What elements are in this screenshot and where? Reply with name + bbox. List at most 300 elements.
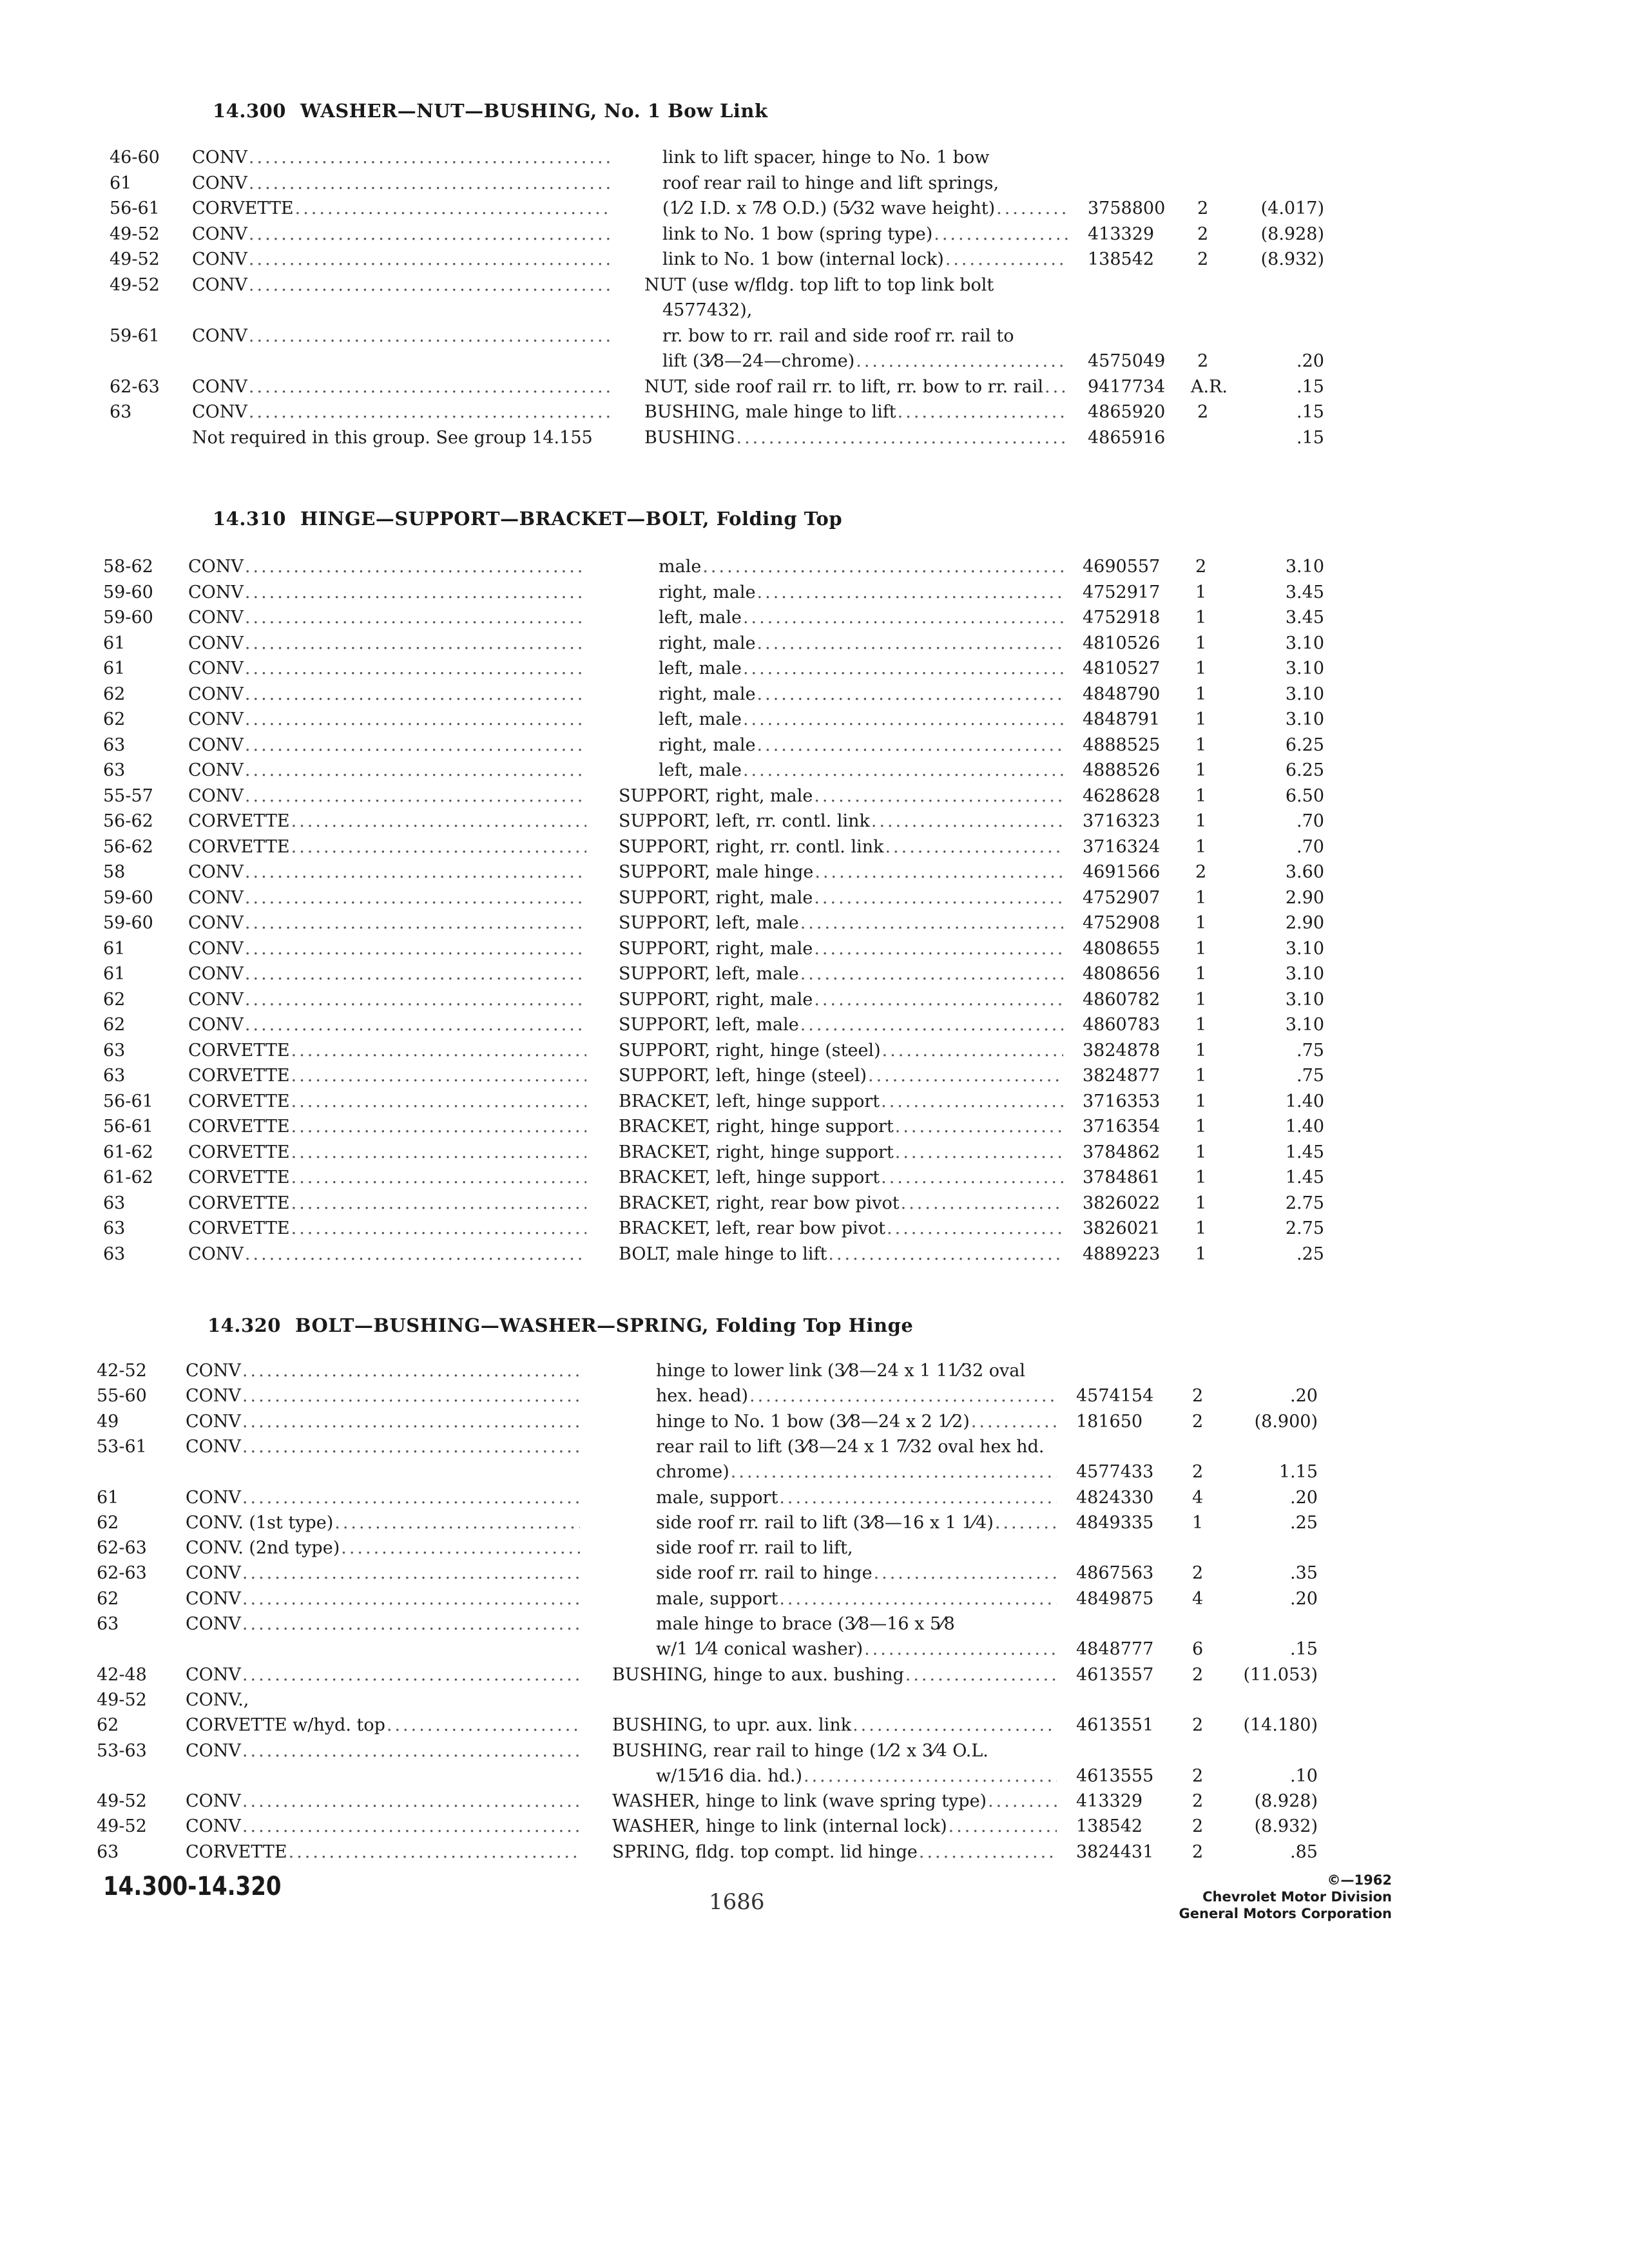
price: 3.10: [1285, 684, 1324, 704]
quantity: 2: [1192, 1563, 1204, 1584]
corporation: General Motors Corporation: [1179, 1906, 1392, 1921]
table-row: [0, 1763, 1629, 1789]
part-number: 4849875: [1076, 1588, 1154, 1609]
quantity: 2: [1195, 862, 1207, 882]
quantity: 1: [1195, 760, 1207, 780]
table-row: [0, 145, 1629, 171]
part-description: right, male .....: [659, 733, 1063, 758]
model-years: 58: [103, 862, 126, 882]
part-description: BRACKET, left, hinge support .....: [619, 1089, 1063, 1115]
model-years: 59-60: [103, 887, 153, 908]
part-description: left, male .....: [659, 707, 1063, 733]
part-number: 4848791: [1083, 709, 1161, 729]
quantity: 1: [1195, 709, 1207, 729]
price: .20: [1290, 1487, 1318, 1508]
part-description: link to No. 1 bow (internal lock) .....: [662, 247, 1068, 273]
part-description: NUT (use w/fldg. top lift to top link bolt: [644, 274, 994, 295]
model: [192, 349, 612, 374]
model-years: 49: [97, 1411, 119, 1432]
part-description: w/1 1⁄4 conical washer) .....: [656, 1637, 1057, 1662]
model-years: 62: [97, 1715, 119, 1736]
table-row: [0, 298, 1629, 323]
table-row: [0, 1038, 1629, 1064]
model: CONV .....: [188, 554, 586, 580]
quantity: A.R.: [1191, 376, 1228, 397]
part-number: 3784861: [1083, 1168, 1161, 1187]
table-row: [0, 1383, 1629, 1409]
model-years: 58-62: [103, 557, 153, 577]
part-number: 3824878: [1083, 1040, 1161, 1061]
model-years: 63: [103, 1040, 126, 1061]
part-number: 3824431: [1076, 1841, 1154, 1862]
model-years: 62-63: [110, 376, 160, 397]
table-row: [0, 247, 1629, 273]
part-number: 4860783: [1083, 1015, 1161, 1035]
model: CONV. (2nd type) .....: [186, 1535, 580, 1561]
section-heading: HINGE—SUPPORT—BRACKET—BOLT, Folding Top: [300, 508, 843, 530]
price: 3.10: [1285, 964, 1324, 984]
model: CONV .....: [186, 1409, 580, 1435]
model: CONV .....: [188, 885, 586, 911]
model: CONV .....: [192, 222, 612, 247]
part-number: 4752908: [1083, 913, 1161, 933]
model-years: 63: [103, 735, 126, 755]
part-description: male .....: [659, 554, 1063, 580]
price: 3.60: [1285, 862, 1324, 882]
part-description: WASHER, hinge to link (internal lock) .....: [612, 1814, 1057, 1840]
model: CONV .....: [186, 1358, 580, 1384]
part-description: (1⁄2 I.D. x 7⁄8 O.D.) (5⁄32 wave height) .....: [662, 196, 1068, 222]
price: (8.928): [1254, 1791, 1318, 1812]
model: CONV .....: [188, 631, 586, 657]
price: .20: [1290, 1386, 1318, 1407]
part-description: side roof rr. rail to hinge .....: [656, 1561, 1057, 1586]
price: (8.900): [1254, 1411, 1318, 1432]
quantity: 4: [1192, 1588, 1204, 1609]
part-description: BRACKET, right, hinge support .....: [619, 1114, 1063, 1140]
model-years: 59-60: [103, 582, 153, 602]
table-row: [0, 1789, 1629, 1814]
quantity: 2: [1197, 351, 1209, 371]
part-description: BUSHING, male hinge to lift .....: [644, 399, 1068, 425]
model: CONV .....: [186, 1485, 580, 1511]
part-description: SUPPORT, right, hinge (steel) .....: [619, 1038, 1063, 1064]
part-number: 3716324: [1083, 836, 1161, 857]
table-row: [0, 1510, 1629, 1536]
price: 1.45: [1285, 1142, 1324, 1162]
price: 3.10: [1285, 709, 1324, 729]
model-years: 46-60: [110, 148, 160, 168]
part-number: 4888526: [1083, 760, 1161, 780]
model-years: 42-48: [97, 1664, 147, 1685]
model-years: 61: [103, 964, 126, 984]
part-description: male, support .....: [656, 1586, 1057, 1612]
quantity: 1: [1195, 913, 1207, 933]
part-number: 3716323: [1083, 811, 1161, 831]
part-description: male hinge to brace (3⁄8—16 x 5⁄8: [656, 1614, 955, 1634]
table-row: [0, 987, 1629, 1013]
model-years: 63: [103, 1218, 126, 1238]
model-years: 63: [103, 760, 126, 780]
price: 3.10: [1285, 938, 1324, 959]
quantity: 1: [1195, 684, 1207, 704]
table-row: [0, 554, 1629, 580]
quantity: 1: [1195, 1244, 1207, 1264]
table-row: [0, 425, 1629, 451]
part-description: link to lift spacer, hinge to No. 1 bow: [662, 148, 990, 168]
part-description: BOLT, male hinge to lift .....: [619, 1242, 1063, 1267]
section-number: 14.310: [213, 508, 286, 530]
part-description: SUPPORT, left, rr. contl. link .....: [619, 809, 1063, 834]
part-description: SUPPORT, left, male .....: [619, 1012, 1063, 1038]
table-row: [0, 374, 1629, 400]
part-description: lift (3⁄8—24—chrome) .....: [662, 349, 1068, 374]
table-row: [0, 910, 1629, 936]
part-description: SUPPORT, right, male .....: [619, 987, 1063, 1013]
part-number: 4690557: [1083, 557, 1161, 577]
part-description: BRACKET, left, rear bow pivot .....: [619, 1216, 1063, 1242]
part-number: 4808655: [1083, 938, 1161, 959]
model-years: 53-61: [97, 1436, 147, 1457]
model: CONV .....: [188, 987, 586, 1013]
model: [192, 298, 612, 323]
model: CONV.,: [186, 1689, 249, 1710]
part-number: 4848790: [1083, 684, 1161, 704]
model-years: 56-61: [110, 198, 160, 218]
quantity: 1: [1192, 1512, 1204, 1533]
part-description: BRACKET, left, hinge support .....: [619, 1165, 1063, 1191]
quantity: 1: [1195, 836, 1207, 857]
table-row: [0, 1687, 1629, 1713]
part-description: left, male .....: [659, 656, 1063, 682]
table-row: [0, 1485, 1629, 1511]
model-years: 49-52: [110, 274, 160, 295]
section-number: 14.320: [207, 1314, 281, 1336]
part-number: 138542: [1076, 1816, 1143, 1837]
quantity: 2: [1197, 249, 1209, 269]
model-years: 49-52: [97, 1689, 147, 1710]
quantity: 1: [1195, 633, 1207, 653]
part-number: 4824330: [1076, 1487, 1154, 1508]
model: CORVETTE .....: [188, 1063, 586, 1089]
section-title: [213, 508, 842, 530]
price: 3.10: [1285, 658, 1324, 678]
table-row: [0, 1140, 1629, 1166]
model: CONV .....: [188, 733, 586, 758]
price: .85: [1290, 1841, 1318, 1862]
table-row: [0, 1840, 1629, 1865]
price: 1.15: [1278, 1462, 1318, 1483]
quantity: 1: [1195, 785, 1207, 806]
model-years: 59-60: [103, 913, 153, 933]
part-description: chrome) .....: [656, 1459, 1057, 1485]
part-description: BUSHING .....: [644, 425, 1068, 451]
part-description: BRACKET, right, rear bow pivot .....: [619, 1191, 1063, 1216]
part-description: BUSHING, to upr. aux. link .....: [612, 1713, 1057, 1738]
part-number: 4808656: [1083, 964, 1161, 984]
model: CORVETTE w/hyd. top .....: [186, 1713, 580, 1738]
model: CORVETTE .....: [188, 1216, 586, 1242]
price: 2.90: [1285, 887, 1324, 908]
model-years: 61-62: [103, 1142, 153, 1162]
part-number: 4865916: [1088, 427, 1166, 448]
model-years: 56-62: [103, 836, 153, 857]
part-description: right, male .....: [659, 631, 1063, 657]
price: .75: [1296, 1066, 1324, 1086]
quantity: 1: [1195, 1066, 1207, 1086]
price: (8.928): [1260, 224, 1324, 244]
model: CONV. (1st type) .....: [186, 1510, 580, 1536]
price: .25: [1290, 1512, 1318, 1533]
division: Chevrolet Motor Division: [1202, 1889, 1392, 1905]
model: CONV .....: [188, 1012, 586, 1038]
section-number: 14.300: [213, 100, 286, 122]
table-row: [0, 273, 1629, 298]
table-row: [0, 1165, 1629, 1191]
publisher-block: [1095, 1872, 1392, 1922]
section-heading: WASHER—NUT—BUSHING, No. 1 Bow Link: [300, 100, 768, 122]
part-number: 4613551: [1076, 1715, 1154, 1736]
model: CONV .....: [186, 1789, 580, 1814]
model-years: 62-63: [97, 1538, 147, 1559]
table-row: [0, 1738, 1629, 1764]
model-years: 61: [103, 658, 126, 678]
part-number: 3826022: [1083, 1193, 1161, 1213]
part-description: rear rail to lift (3⁄8—24 x 1 7⁄32 oval hex hd.: [656, 1436, 1045, 1457]
part-description: SPRING, fldg. top compt. lid hinge .....: [612, 1840, 1057, 1865]
model: CORVETTE .....: [186, 1840, 580, 1865]
model: CONV .....: [188, 682, 586, 707]
quantity: 2: [1192, 1765, 1204, 1786]
model: CONV .....: [186, 1434, 580, 1460]
part-description: side roof rr. rail to lift (3⁄8—16 x 1 1⁄4) .....: [656, 1510, 1057, 1536]
quantity: 1: [1195, 989, 1207, 1010]
model-years: 62: [103, 709, 126, 729]
table-row: [0, 1409, 1629, 1435]
part-number: 4810527: [1083, 658, 1161, 678]
table-row: [0, 605, 1629, 631]
part-description: roof rear rail to hinge and lift springs,: [662, 173, 999, 193]
quantity: 1: [1195, 1142, 1207, 1162]
model-years: 63: [110, 402, 132, 422]
part-number: 4889223: [1083, 1244, 1161, 1264]
model-years: 59-61: [110, 325, 160, 346]
model-years: 63: [97, 1841, 119, 1862]
part-number: 4752917: [1083, 582, 1161, 602]
price: 6.25: [1285, 735, 1324, 755]
model: CONV .....: [188, 656, 586, 682]
model: CORVETTE .....: [188, 1038, 586, 1064]
table-row: [0, 1012, 1629, 1038]
table-row: [0, 1089, 1629, 1115]
part-description: SUPPORT, left, hinge (steel) .....: [619, 1063, 1063, 1089]
model: CONV .....: [192, 145, 612, 171]
price: 3.45: [1285, 582, 1324, 602]
model-years: 53-63: [97, 1740, 147, 1761]
quantity: 1: [1195, 964, 1207, 984]
model-years: 62-63: [97, 1563, 147, 1584]
quantity: 1: [1195, 1117, 1207, 1137]
part-number: 3784862: [1083, 1142, 1161, 1162]
part-number: 4848777: [1076, 1639, 1154, 1660]
quantity: 6: [1192, 1639, 1204, 1660]
part-number: 181650: [1076, 1411, 1143, 1432]
quantity: 2: [1197, 224, 1209, 244]
price: 1.40: [1285, 1091, 1324, 1111]
price: 2.90: [1285, 913, 1324, 933]
model-years: 61: [103, 938, 126, 959]
part-description: rr. bow to rr. rail and side roof rr. rail to: [662, 325, 1014, 346]
model-years: 56-61: [103, 1091, 153, 1111]
quantity: 1: [1195, 608, 1207, 628]
quantity: 2: [1197, 198, 1209, 218]
table-row: [0, 349, 1629, 374]
price: 1.40: [1285, 1117, 1324, 1137]
model-years: 61: [97, 1487, 119, 1508]
model: CONV .....: [186, 1662, 580, 1688]
price: 3.10: [1285, 989, 1324, 1010]
part-description: left, male .....: [659, 605, 1063, 631]
part-number: 4849335: [1076, 1512, 1154, 1533]
table-row: [0, 1063, 1629, 1089]
table-row: [0, 961, 1629, 987]
part-description: link to No. 1 bow (spring type) .....: [662, 222, 1068, 247]
quantity: 2: [1192, 1462, 1204, 1483]
model: CORVETTE .....: [188, 834, 586, 860]
quantity: 2: [1195, 557, 1207, 577]
part-number: 4628628: [1083, 785, 1161, 806]
model: CONV .....: [188, 783, 586, 809]
model-years: 63: [103, 1066, 126, 1086]
model-years: 49-52: [110, 249, 160, 269]
quantity: 1: [1195, 1218, 1207, 1238]
price: 6.25: [1285, 760, 1324, 780]
part-description: SUPPORT, left, male .....: [619, 961, 1063, 987]
quantity: 1: [1195, 658, 1207, 678]
model: CONV .....: [192, 374, 612, 400]
model-years: 49-52: [110, 224, 160, 244]
table-row: [0, 707, 1629, 733]
part-number: 4574154: [1076, 1386, 1154, 1407]
quantity: 1: [1195, 1091, 1207, 1111]
model: CONV .....: [192, 399, 612, 425]
model-years: 56-62: [103, 811, 153, 831]
price: (11.053): [1243, 1664, 1318, 1685]
model: CONV .....: [188, 961, 586, 987]
table-row: [0, 860, 1629, 885]
quantity: 2: [1192, 1816, 1204, 1837]
price: 2.75: [1285, 1218, 1324, 1238]
table-row: [0, 682, 1629, 707]
part-description: SUPPORT, male hinge .....: [619, 860, 1063, 885]
model-years: 62: [103, 989, 126, 1010]
model-years: 62: [97, 1588, 119, 1609]
part-description: hinge to lower link (3⁄8—24 x 1 11⁄32 oval: [656, 1361, 1025, 1381]
table-row: [0, 1191, 1629, 1216]
part-description: hinge to No. 1 bow (3⁄8—24 x 2 1⁄2) .....: [656, 1409, 1057, 1435]
part-number: 4613557: [1076, 1664, 1154, 1685]
price: .25: [1296, 1244, 1324, 1264]
part-number: 4691566: [1083, 862, 1161, 882]
model: CORVETTE .....: [188, 1165, 586, 1191]
model-years: 42-52: [97, 1361, 147, 1381]
model-years: 63: [97, 1614, 119, 1634]
model: CONV .....: [192, 247, 612, 273]
group-range: 14.300-14.320: [103, 1872, 282, 1901]
part-description: NUT, side roof rail rr. to lift, rr. bow to rr. rail .....: [644, 374, 1068, 400]
part-description: w/15⁄16 dia. hd.) .....: [656, 1763, 1057, 1789]
part-description: SUPPORT, right, male .....: [619, 885, 1063, 911]
model: CONV .....: [192, 171, 612, 197]
table-row: [0, 1586, 1629, 1612]
model: CONV .....: [188, 936, 586, 962]
part-number: 413329: [1076, 1791, 1143, 1812]
part-number: 4752907: [1083, 887, 1161, 908]
model: CONV .....: [188, 910, 586, 936]
model: CONV .....: [188, 758, 586, 783]
quantity: 1: [1195, 582, 1207, 602]
table-row: [0, 1637, 1629, 1662]
part-number: 4867563: [1076, 1563, 1154, 1584]
table-row: [0, 1216, 1629, 1242]
table-row: [0, 885, 1629, 911]
model: CONV .....: [192, 273, 612, 298]
model: [186, 1459, 580, 1485]
part-description: male, support .....: [656, 1485, 1057, 1511]
price: (4.017): [1260, 198, 1324, 218]
model-years: 61: [103, 633, 126, 653]
part-number: 3716354: [1083, 1117, 1161, 1137]
page-number: 1686: [709, 1889, 765, 1915]
quantity: 1: [1195, 735, 1207, 755]
table-row: [0, 1434, 1629, 1460]
model: CONV .....: [192, 323, 612, 349]
table-row: [0, 1611, 1629, 1637]
model: CONV .....: [186, 1611, 580, 1637]
price: .10: [1290, 1765, 1318, 1786]
table-row: [0, 399, 1629, 425]
quantity: 1: [1195, 938, 1207, 959]
price: .35: [1290, 1563, 1318, 1584]
model-years: 49-52: [97, 1816, 147, 1837]
model: CORVETTE .....: [188, 1089, 586, 1115]
quantity: 2: [1192, 1411, 1204, 1432]
model: CONV .....: [188, 707, 586, 733]
price: .70: [1296, 836, 1324, 857]
price: (8.932): [1260, 249, 1324, 269]
price: 6.50: [1285, 785, 1324, 806]
section-title: [207, 1314, 913, 1336]
part-number: 4577433: [1076, 1462, 1154, 1483]
price: .70: [1296, 811, 1324, 831]
quantity: 2: [1192, 1386, 1204, 1407]
price: .15: [1296, 402, 1324, 422]
quantity: 1: [1195, 1193, 1207, 1213]
model: CONV .....: [188, 605, 586, 631]
model: CONV .....: [186, 1561, 580, 1586]
table-row: [0, 1114, 1629, 1140]
model: CONV .....: [186, 1586, 580, 1612]
quantity: 4: [1192, 1487, 1204, 1508]
price: 2.75: [1285, 1193, 1324, 1213]
model-years: 62: [97, 1512, 119, 1533]
model: CONV .....: [186, 1814, 580, 1840]
part-description: BRACKET, right, hinge support .....: [619, 1140, 1063, 1166]
model-years: 59-60: [103, 608, 153, 628]
price: 3.10: [1285, 1015, 1324, 1035]
price: .20: [1290, 1588, 1318, 1609]
table-row: [0, 1713, 1629, 1738]
